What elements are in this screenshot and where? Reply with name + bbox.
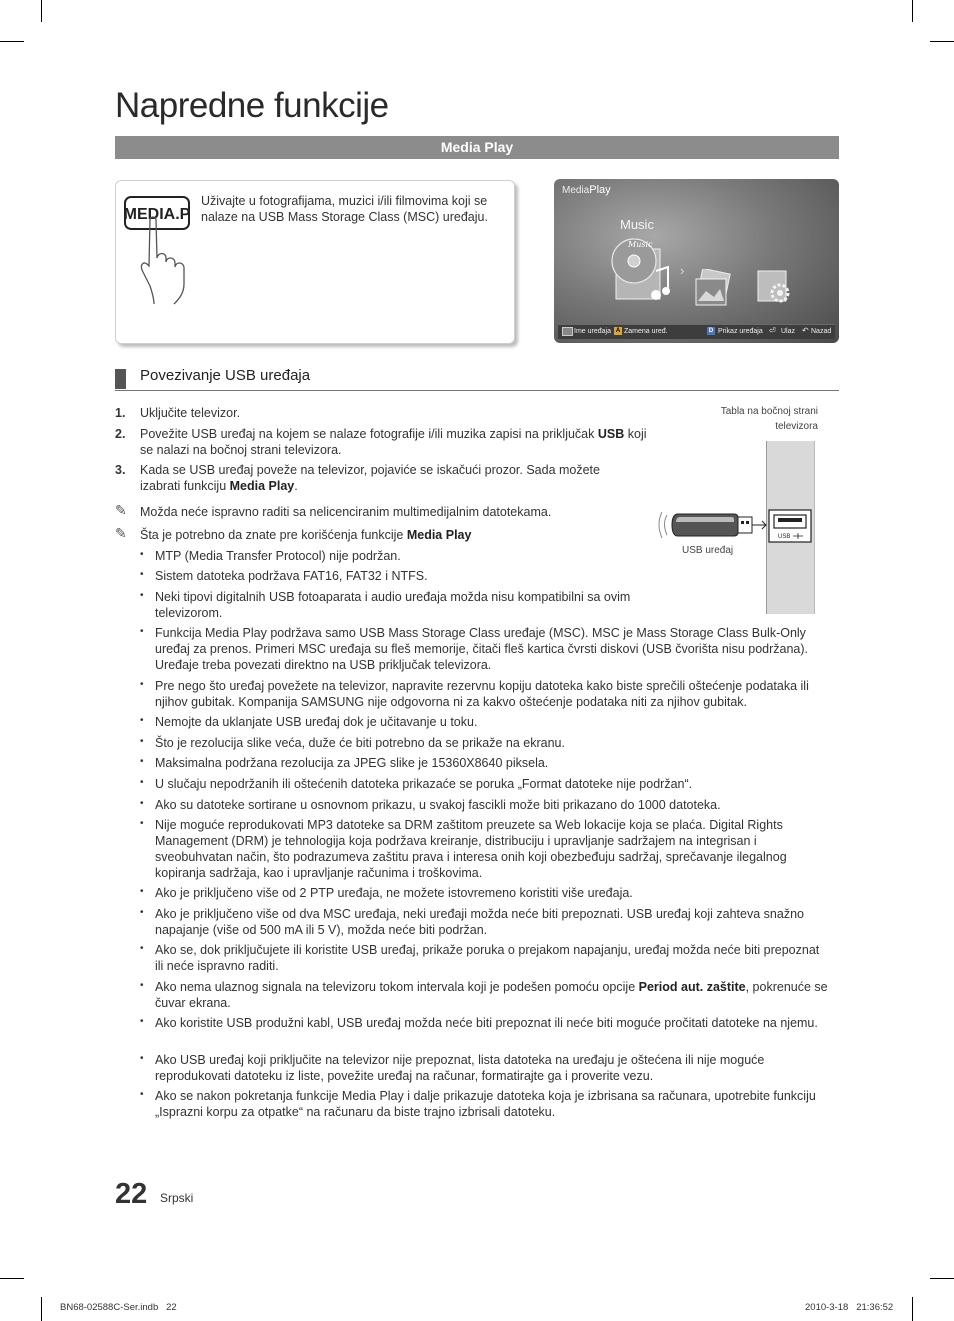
crop-mark (41, 1297, 42, 1321)
device-name-label: Ime uređaja (574, 328, 611, 335)
page-number: 22 (115, 1178, 148, 1210)
media-play-screen (554, 179, 839, 343)
step-item: 2. Povežite USB uređaj na kojem se nalaze fotografije i/ili muzika zapisi na priključak USB koji se nalazi na bočnoj strani televizora. (115, 427, 647, 457)
note-pencil-icon: ✎ (115, 502, 127, 518)
enter-icon[interactable]: ⏎ (769, 326, 776, 335)
crop-mark (41, 0, 42, 22)
usb-device-label: USB uređaj (682, 545, 734, 556)
settings-gear-icon[interactable] (756, 267, 796, 307)
enter-label: Ulaz (781, 328, 796, 335)
key-d-icon[interactable]: D (708, 328, 714, 334)
intro-text: Uživajte u fotografijama, muzici i/ili filmovima koji se nalaze na USB Mass Storage Class (MSC) uređaju. (201, 194, 488, 224)
change-device-label: Zamena uređ. (624, 328, 668, 335)
subsection-title: Povezivanje USB uređaja (140, 367, 311, 384)
crop-mark (912, 1297, 913, 1321)
crop-mark (930, 1278, 954, 1279)
page-language: Srpski (160, 1191, 194, 1205)
usb-port-label: USB (778, 534, 791, 540)
crop-mark (912, 0, 913, 22)
hand-pointer-icon (138, 214, 198, 306)
back-icon[interactable]: ↶ (802, 326, 809, 335)
footer-file-info: BN68-02588C-Ser.indb 22 (60, 1302, 177, 1313)
subsection-marker (115, 369, 126, 389)
step-item: 3. Kada se USB uređaj poveže na televizor, pojaviće se iskačući prozor. Sada možete izabrati funkciju Media Play. (115, 463, 600, 493)
music-disc-icon[interactable] (606, 235, 686, 307)
media-play-bottom-bar (558, 324, 835, 339)
usb-port-icon (767, 508, 813, 544)
photo-category-icon[interactable] (694, 269, 734, 309)
crop-mark (0, 1278, 24, 1279)
media-play-title: MediaPlay (562, 184, 611, 196)
device-icon[interactable] (562, 327, 573, 336)
crop-mark (0, 41, 24, 42)
note-pencil-icon: ✎ (115, 525, 127, 541)
crop-mark (930, 41, 954, 42)
back-label: Nazad (811, 328, 832, 335)
chevron-right-icon[interactable]: › (680, 263, 685, 278)
show-devices-label: Prikaz uređaja (718, 328, 763, 335)
disc-label: Music (628, 240, 653, 249)
section-header: Media Play (115, 136, 839, 159)
music-category-label: Music (620, 217, 654, 232)
usb-stick-icon (654, 506, 768, 544)
media-p-button-label: MEDIA.P (124, 206, 190, 223)
subsection-divider (115, 390, 839, 391)
key-a-icon[interactable]: A (615, 328, 621, 334)
footer-date: 2010-3-18 21:36:52 (805, 1302, 894, 1313)
tv-side-panel-label: Tabla na bočnoj strani televizora (720, 406, 818, 432)
page-title: Napredne funkcije (115, 86, 389, 125)
